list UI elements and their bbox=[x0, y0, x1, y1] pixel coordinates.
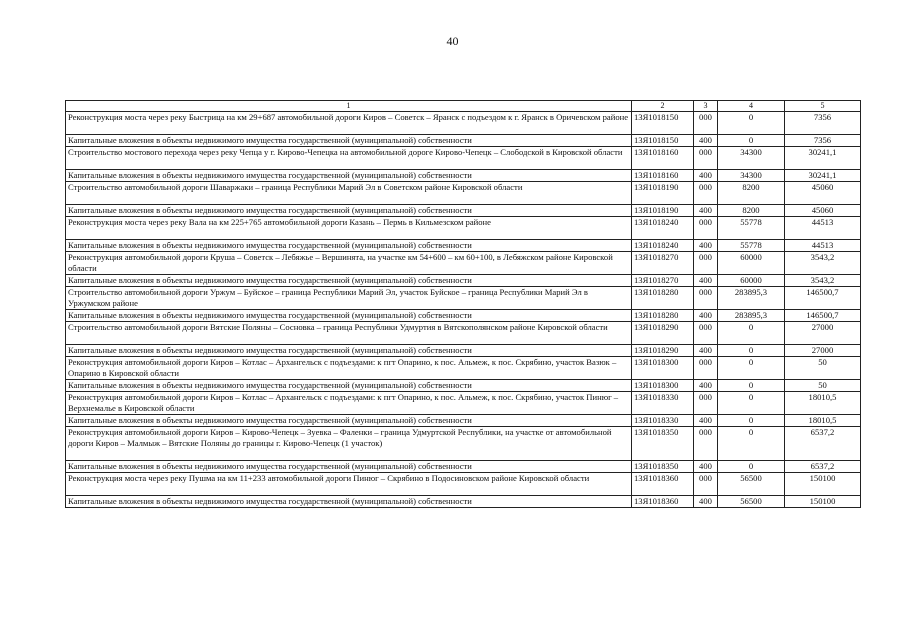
header-col-4: 4 bbox=[718, 101, 785, 112]
row-code-cell: 13Я1018360 bbox=[632, 473, 694, 496]
row-code-cell: 13Я1018160 bbox=[632, 170, 694, 182]
table-row bbox=[66, 473, 861, 496]
row-expense-type-cell: 000 bbox=[694, 473, 718, 496]
row-expense-type-cell: 000 bbox=[694, 322, 718, 345]
row-name-cell: Реконструкция автомобильной дороги Киров – Котлас – Архангельск с подъездами: к пгт Опарино, к пос. Альмеж, к пос. Скрябино, участок Вазюк – Опарино в Кировской области bbox=[66, 357, 632, 380]
row-value-col5-cell: 150100 bbox=[785, 473, 861, 496]
row-value-col5-cell: 44513 bbox=[785, 217, 861, 240]
row-value-col4-cell: 0 bbox=[718, 380, 785, 392]
row-expense-type-cell: 000 bbox=[694, 112, 718, 135]
row-expense-type-cell: 400 bbox=[694, 240, 718, 252]
header-col-2: 2 bbox=[632, 101, 694, 112]
row-value-col4-cell: 0 bbox=[718, 357, 785, 380]
row-expense-type-cell: 400 bbox=[694, 135, 718, 147]
row-expense-type-cell: 400 bbox=[694, 275, 718, 287]
table-row bbox=[66, 205, 861, 217]
header-col-3: 3 bbox=[694, 101, 718, 112]
row-name-cell: Капитальные вложения в объекты недвижимого имущества государственной (муниципальной) собственности bbox=[66, 205, 632, 217]
row-code-cell: 13Я1018300 bbox=[632, 357, 694, 380]
row-value-col5-cell: 27000 bbox=[785, 345, 861, 357]
row-value-col5-cell: 146500,7 bbox=[785, 310, 861, 322]
row-value-col4-cell: 34300 bbox=[718, 170, 785, 182]
row-name-cell: Реконструкция автомобильной дороги Киров – Кирово-Чепецк – Зуевка – Фаленки – граница Удмуртской Республики, на участке от автомобильной дороги Киров – Малмыж – Вятские Поляны до границы г. Кирово-Чепецк (1 участок) bbox=[66, 427, 632, 461]
row-value-col4-cell: 8200 bbox=[718, 182, 785, 205]
row-value-col5-cell: 18010,5 bbox=[785, 415, 861, 427]
row-value-col5-cell: 3543,2 bbox=[785, 252, 861, 275]
row-value-col5-cell: 30241,1 bbox=[785, 170, 861, 182]
row-code-cell: 13Я1018240 bbox=[632, 217, 694, 240]
row-value-col4-cell: 60000 bbox=[718, 252, 785, 275]
row-expense-type-cell: 000 bbox=[694, 427, 718, 461]
row-value-col4-cell: 0 bbox=[718, 461, 785, 473]
header-col-5: 5 bbox=[785, 101, 861, 112]
row-value-col4-cell: 56500 bbox=[718, 496, 785, 508]
table-body bbox=[66, 112, 861, 508]
row-value-col4-cell: 0 bbox=[718, 322, 785, 345]
row-name-cell: Реконструкция автомобильной дороги Киров – Котлас – Архангельск с подъездами: к пгт Опарино, к пос. Альмеж, к пос. Скрябино, участок Пинюг – Верхнемалье в Кировской области bbox=[66, 392, 632, 415]
table-row bbox=[66, 252, 861, 275]
row-expense-type-cell: 400 bbox=[694, 461, 718, 473]
row-name-cell: Капитальные вложения в объекты недвижимого имущества государственной (муниципальной) собственности bbox=[66, 496, 632, 508]
row-code-cell: 13Я1018150 bbox=[632, 135, 694, 147]
row-value-col5-cell: 27000 bbox=[785, 322, 861, 345]
row-name-cell: Капитальные вложения в объекты недвижимого имущества государственной (муниципальной) собственности bbox=[66, 415, 632, 427]
table-row bbox=[66, 275, 861, 287]
row-expense-type-cell: 000 bbox=[694, 392, 718, 415]
row-value-col5-cell: 3543,2 bbox=[785, 275, 861, 287]
table-row bbox=[66, 287, 861, 310]
row-value-col4-cell: 0 bbox=[718, 345, 785, 357]
row-value-col5-cell: 6537,2 bbox=[785, 461, 861, 473]
row-value-col5-cell: 45060 bbox=[785, 182, 861, 205]
row-name-cell: Строительство автомобильной дороги Уржум – Буйское – граница Республики Марий Эл, участок Буйское – граница Республики Марий Эл в Уржумском районе bbox=[66, 287, 632, 310]
row-value-col5-cell: 50 bbox=[785, 357, 861, 380]
row-value-col4-cell: 56500 bbox=[718, 473, 785, 496]
table-row bbox=[66, 182, 861, 205]
row-value-col4-cell: 283895,3 bbox=[718, 287, 785, 310]
row-expense-type-cell: 000 bbox=[694, 182, 718, 205]
row-name-cell: Строительство мостового перехода через реку Чепца у г. Кирово-Чепецка на автомобильной дороге Кирово-Чепецк – Слободской в Кировской области bbox=[66, 147, 632, 170]
row-value-col5-cell: 150100 bbox=[785, 496, 861, 508]
row-name-cell: Капитальные вложения в объекты недвижимого имущества государственной (муниципальной) собственности bbox=[66, 240, 632, 252]
table-row bbox=[66, 322, 861, 345]
row-expense-type-cell: 400 bbox=[694, 496, 718, 508]
row-code-cell: 13Я1018360 bbox=[632, 496, 694, 508]
row-code-cell: 13Я1018270 bbox=[632, 252, 694, 275]
row-expense-type-cell: 400 bbox=[694, 380, 718, 392]
table-header-row bbox=[66, 101, 861, 112]
row-value-col5-cell: 18010,5 bbox=[785, 392, 861, 415]
row-code-cell: 13Я1018290 bbox=[632, 322, 694, 345]
row-expense-type-cell: 000 bbox=[694, 357, 718, 380]
row-name-cell: Реконструкция моста через реку Пушма на км 11+233 автомобильной дороги Пинюг – Скрябино в Подосиновском районе Кировской области bbox=[66, 473, 632, 496]
row-value-col5-cell: 6537,2 bbox=[785, 427, 861, 461]
table-row bbox=[66, 392, 861, 415]
row-value-col5-cell: 7356 bbox=[785, 112, 861, 135]
row-value-col4-cell: 0 bbox=[718, 427, 785, 461]
row-code-cell: 13Я1018240 bbox=[632, 240, 694, 252]
row-value-col4-cell: 8200 bbox=[718, 205, 785, 217]
row-value-col5-cell: 50 bbox=[785, 380, 861, 392]
table-row bbox=[66, 427, 861, 461]
row-name-cell: Реконструкция моста через реку Быстрица на км 29+687 автомобильной дороги Киров – Советск – Яранск с подъездом к г. Яранск в Оричевском районе bbox=[66, 112, 632, 135]
row-code-cell: 13Я1018150 bbox=[632, 112, 694, 135]
header-col-1: 1 bbox=[66, 101, 632, 112]
table-row bbox=[66, 147, 861, 170]
table-row bbox=[66, 135, 861, 147]
row-value-col4-cell: 60000 bbox=[718, 275, 785, 287]
row-value-col4-cell: 0 bbox=[718, 112, 785, 135]
row-name-cell: Реконструкция автомобильной дороги Круша – Советск – Лебяжье – Вершинята, на участке км 54+600 – км 60+100, в Лебяжском районе Кировской области bbox=[66, 252, 632, 275]
table-row bbox=[66, 170, 861, 182]
row-name-cell: Строительство автомобильной дороги Шаваржаки – граница Республики Марий Эл в Советском районе Кировской области bbox=[66, 182, 632, 205]
row-expense-type-cell: 000 bbox=[694, 217, 718, 240]
table-row bbox=[66, 112, 861, 135]
row-value-col4-cell: 283895,3 bbox=[718, 310, 785, 322]
table-row bbox=[66, 415, 861, 427]
row-expense-type-cell: 400 bbox=[694, 205, 718, 217]
row-value-col4-cell: 0 bbox=[718, 135, 785, 147]
row-name-cell: Капитальные вложения в объекты недвижимого имущества государственной (муниципальной) собственности bbox=[66, 461, 632, 473]
row-code-cell: 13Я1018290 bbox=[632, 345, 694, 357]
budget-table bbox=[65, 100, 861, 508]
row-name-cell: Капитальные вложения в объекты недвижимого имущества государственной (муниципальной) собственности bbox=[66, 345, 632, 357]
row-expense-type-cell: 000 bbox=[694, 252, 718, 275]
row-value-col5-cell: 44513 bbox=[785, 240, 861, 252]
table-row bbox=[66, 310, 861, 322]
row-expense-type-cell: 400 bbox=[694, 310, 718, 322]
row-value-col5-cell: 7356 bbox=[785, 135, 861, 147]
row-code-cell: 13Я1018190 bbox=[632, 205, 694, 217]
table-row bbox=[66, 380, 861, 392]
row-value-col4-cell: 34300 bbox=[718, 147, 785, 170]
table-row bbox=[66, 217, 861, 240]
row-value-col5-cell: 45060 bbox=[785, 205, 861, 217]
row-code-cell: 13Я1018330 bbox=[632, 392, 694, 415]
table-row bbox=[66, 496, 861, 508]
row-code-cell: 13Я1018160 bbox=[632, 147, 694, 170]
row-expense-type-cell: 000 bbox=[694, 147, 718, 170]
row-code-cell: 13Я1018330 bbox=[632, 415, 694, 427]
row-value-col4-cell: 55778 bbox=[718, 217, 785, 240]
row-name-cell: Капитальные вложения в объекты недвижимого имущества государственной (муниципальной) собственности bbox=[66, 170, 632, 182]
row-code-cell: 13Я1018280 bbox=[632, 287, 694, 310]
row-name-cell: Капитальные вложения в объекты недвижимого имущества государственной (муниципальной) собственности bbox=[66, 135, 632, 147]
row-expense-type-cell: 400 bbox=[694, 415, 718, 427]
table-row bbox=[66, 357, 861, 380]
row-expense-type-cell: 000 bbox=[694, 287, 718, 310]
row-expense-type-cell: 400 bbox=[694, 170, 718, 182]
row-code-cell: 13Я1018190 bbox=[632, 182, 694, 205]
row-code-cell: 13Я1018350 bbox=[632, 461, 694, 473]
row-name-cell: Капитальные вложения в объекты недвижимого имущества государственной (муниципальной) собственности bbox=[66, 310, 632, 322]
row-value-col5-cell: 146500,7 bbox=[785, 287, 861, 310]
row-name-cell: Реконструкция моста через реку Вала на км 225+765 автомобильной дороги Казань – Пермь в Кильмезском районе bbox=[66, 217, 632, 240]
table-row bbox=[66, 461, 861, 473]
row-name-cell: Капитальные вложения в объекты недвижимого имущества государственной (муниципальной) собственности bbox=[66, 380, 632, 392]
row-code-cell: 13Я1018350 bbox=[632, 427, 694, 461]
page-number: 40 bbox=[446, 34, 459, 48]
table-row bbox=[66, 240, 861, 252]
row-code-cell: 13Я1018300 bbox=[632, 380, 694, 392]
table-row bbox=[66, 345, 861, 357]
row-name-cell: Капитальные вложения в объекты недвижимого имущества государственной (муниципальной) собственности bbox=[66, 275, 632, 287]
row-value-col5-cell: 30241,1 bbox=[785, 147, 861, 170]
row-value-col4-cell: 0 bbox=[718, 415, 785, 427]
row-code-cell: 13Я1018280 bbox=[632, 310, 694, 322]
row-code-cell: 13Я1018270 bbox=[632, 275, 694, 287]
row-value-col4-cell: 55778 bbox=[718, 240, 785, 252]
row-expense-type-cell: 400 bbox=[694, 345, 718, 357]
row-value-col4-cell: 0 bbox=[718, 392, 785, 415]
row-name-cell: Строительство автомобильной дороги Вятские Поляны – Сосновка – граница Республики Удмуртия в Вятскополянском районе Кировской области bbox=[66, 322, 632, 345]
